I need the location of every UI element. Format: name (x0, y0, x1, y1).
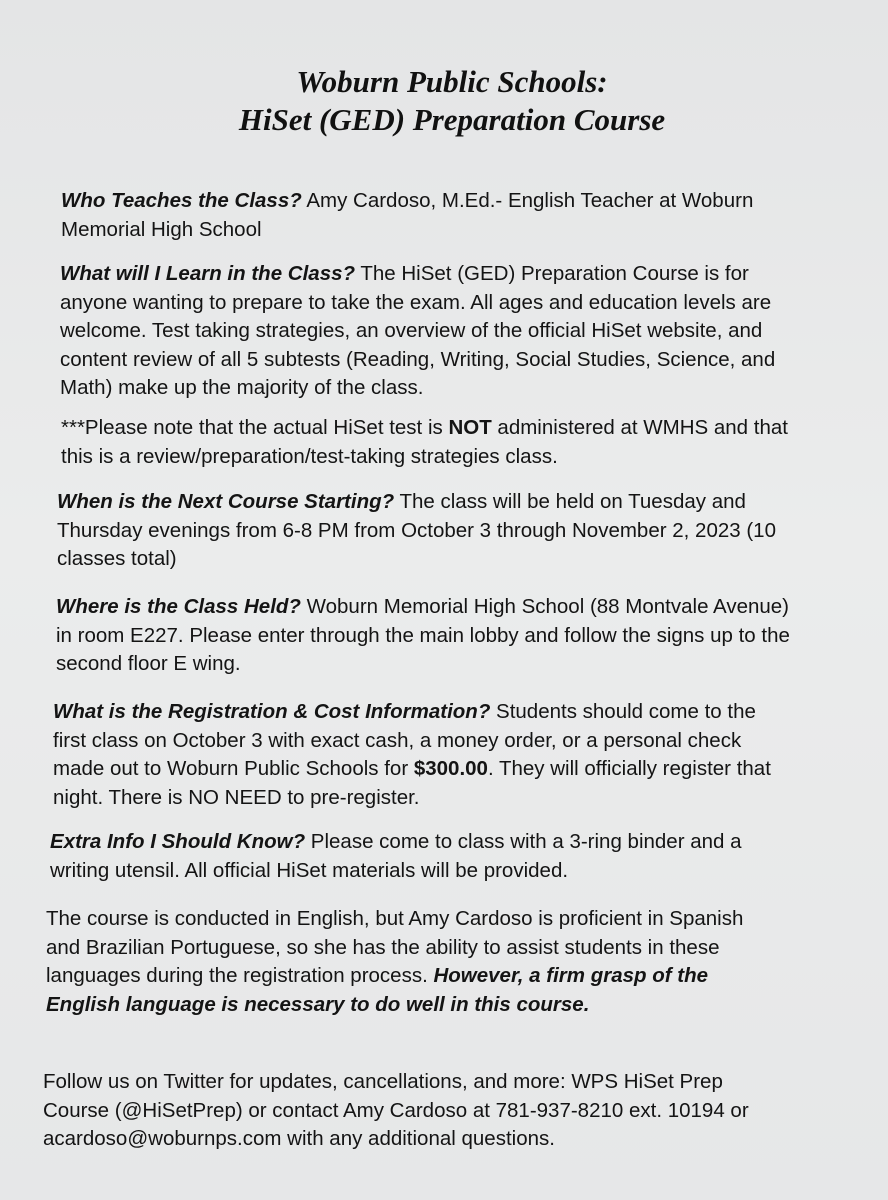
registration-text-2: first class on October 3 with exact cash, a money order, or a personal check (53, 728, 742, 752)
extra-info-text-2: writing utensil. All official HiSet materials will be provided. (50, 858, 569, 882)
when-text: The class will be held on Tuesday and (394, 490, 746, 513)
note-text: ***Please note that the actual HiSet test is (61, 416, 449, 439)
who-teaches-text-2: Memorial High School (61, 217, 262, 241)
where-section (56, 593, 790, 679)
when-question: When is the Next Course Starting? (57, 490, 395, 513)
registration-text-3: made out to Woburn Public Schools for (53, 757, 414, 780)
who-teaches-question: Who Teaches the Class? (61, 189, 302, 212)
registration-text-3-cont: . They will officially register that (487, 757, 771, 780)
registration-question: What is the Registration & Cost Information? (53, 700, 491, 723)
extra-info-question: Extra Info I Should Know? (50, 830, 306, 853)
what-learn-text-3: welcome. Test taking strategies, an overview of the official HiSet website, and (60, 319, 763, 342)
language-requirement-2: English language is necessary to do well in this course. (46, 992, 590, 1016)
extra-info-section (50, 828, 742, 885)
note-section (61, 414, 788, 471)
what-learn-text: The HiSet (GED) Preparation Course is for (355, 262, 749, 285)
language-text-2: and Brazilian Portuguese, so she has the ability to assist students in these (46, 935, 720, 959)
note-text-2: this is a review/preparation/test-taking strategies class. (61, 444, 558, 468)
note-emphasis: NOT (448, 416, 492, 439)
what-learn-section (60, 260, 775, 403)
where-question: Where is the Class Held? (56, 595, 301, 618)
language-text-1: The course is conducted in English, but Amy Cardoso is proficient in Spanish (46, 907, 744, 930)
follow-text-2: Course (@HiSetPrep) or contact Amy Cardoso at 781-937-8210 ext. 10194 or (43, 1098, 749, 1122)
who-teaches-section (61, 187, 753, 244)
registration-text: Students should come to the (490, 700, 756, 723)
what-learn-question: What will I Learn in the Class? (60, 262, 356, 285)
when-text-3: classes total) (57, 547, 177, 570)
language-section (46, 905, 743, 1019)
what-learn-text-2: anyone wanting to prepare to take the exam. All ages and education levels are (60, 290, 772, 314)
document-title-line-2: HiSet (GED) Preparation Course (238, 102, 666, 137)
follow-text-1: Follow us on Twitter for updates, cancellations, and more: WPS HiSet Prep (43, 1070, 723, 1093)
extra-info-text: Please come to class with a 3-ring binder and a (305, 830, 742, 853)
language-requirement: However, a firm grasp of the (433, 964, 709, 987)
follow-text-3: acardoso@woburnps.com with any additional questions. (43, 1127, 555, 1150)
what-learn-text-4: content review of all 5 subtests (Reading, Writing, Social Studies, Science, and (60, 347, 776, 371)
registration-section (53, 698, 771, 812)
follow-section (43, 1068, 749, 1154)
who-teaches-text: Amy Cardoso, M.Ed.- English Teacher at Woburn (301, 189, 754, 212)
language-text-3: languages during the registration process. (46, 964, 434, 987)
what-learn-text-5: Math) make up the majority of the class. (60, 376, 424, 399)
note-text-cont: administered at WMHS and that (491, 416, 788, 439)
document-title-line-1: Woburn Public Schools: (296, 64, 608, 99)
registration-cost: $300.00 (413, 757, 488, 780)
where-text-2: in room E227. Please enter through the main lobby and follow the signs up to the (56, 623, 790, 647)
where-text-3: second floor E wing. (56, 652, 241, 675)
where-text: Woburn Memorial High School (88 Montvale Avenue) (300, 595, 790, 618)
when-section (57, 488, 776, 574)
when-text-2: Thursday evenings from 6-8 PM from October 3 through November 2, 2023 (10 (57, 518, 776, 542)
registration-text-4: night. There is NO NEED to pre-register. (53, 785, 420, 809)
